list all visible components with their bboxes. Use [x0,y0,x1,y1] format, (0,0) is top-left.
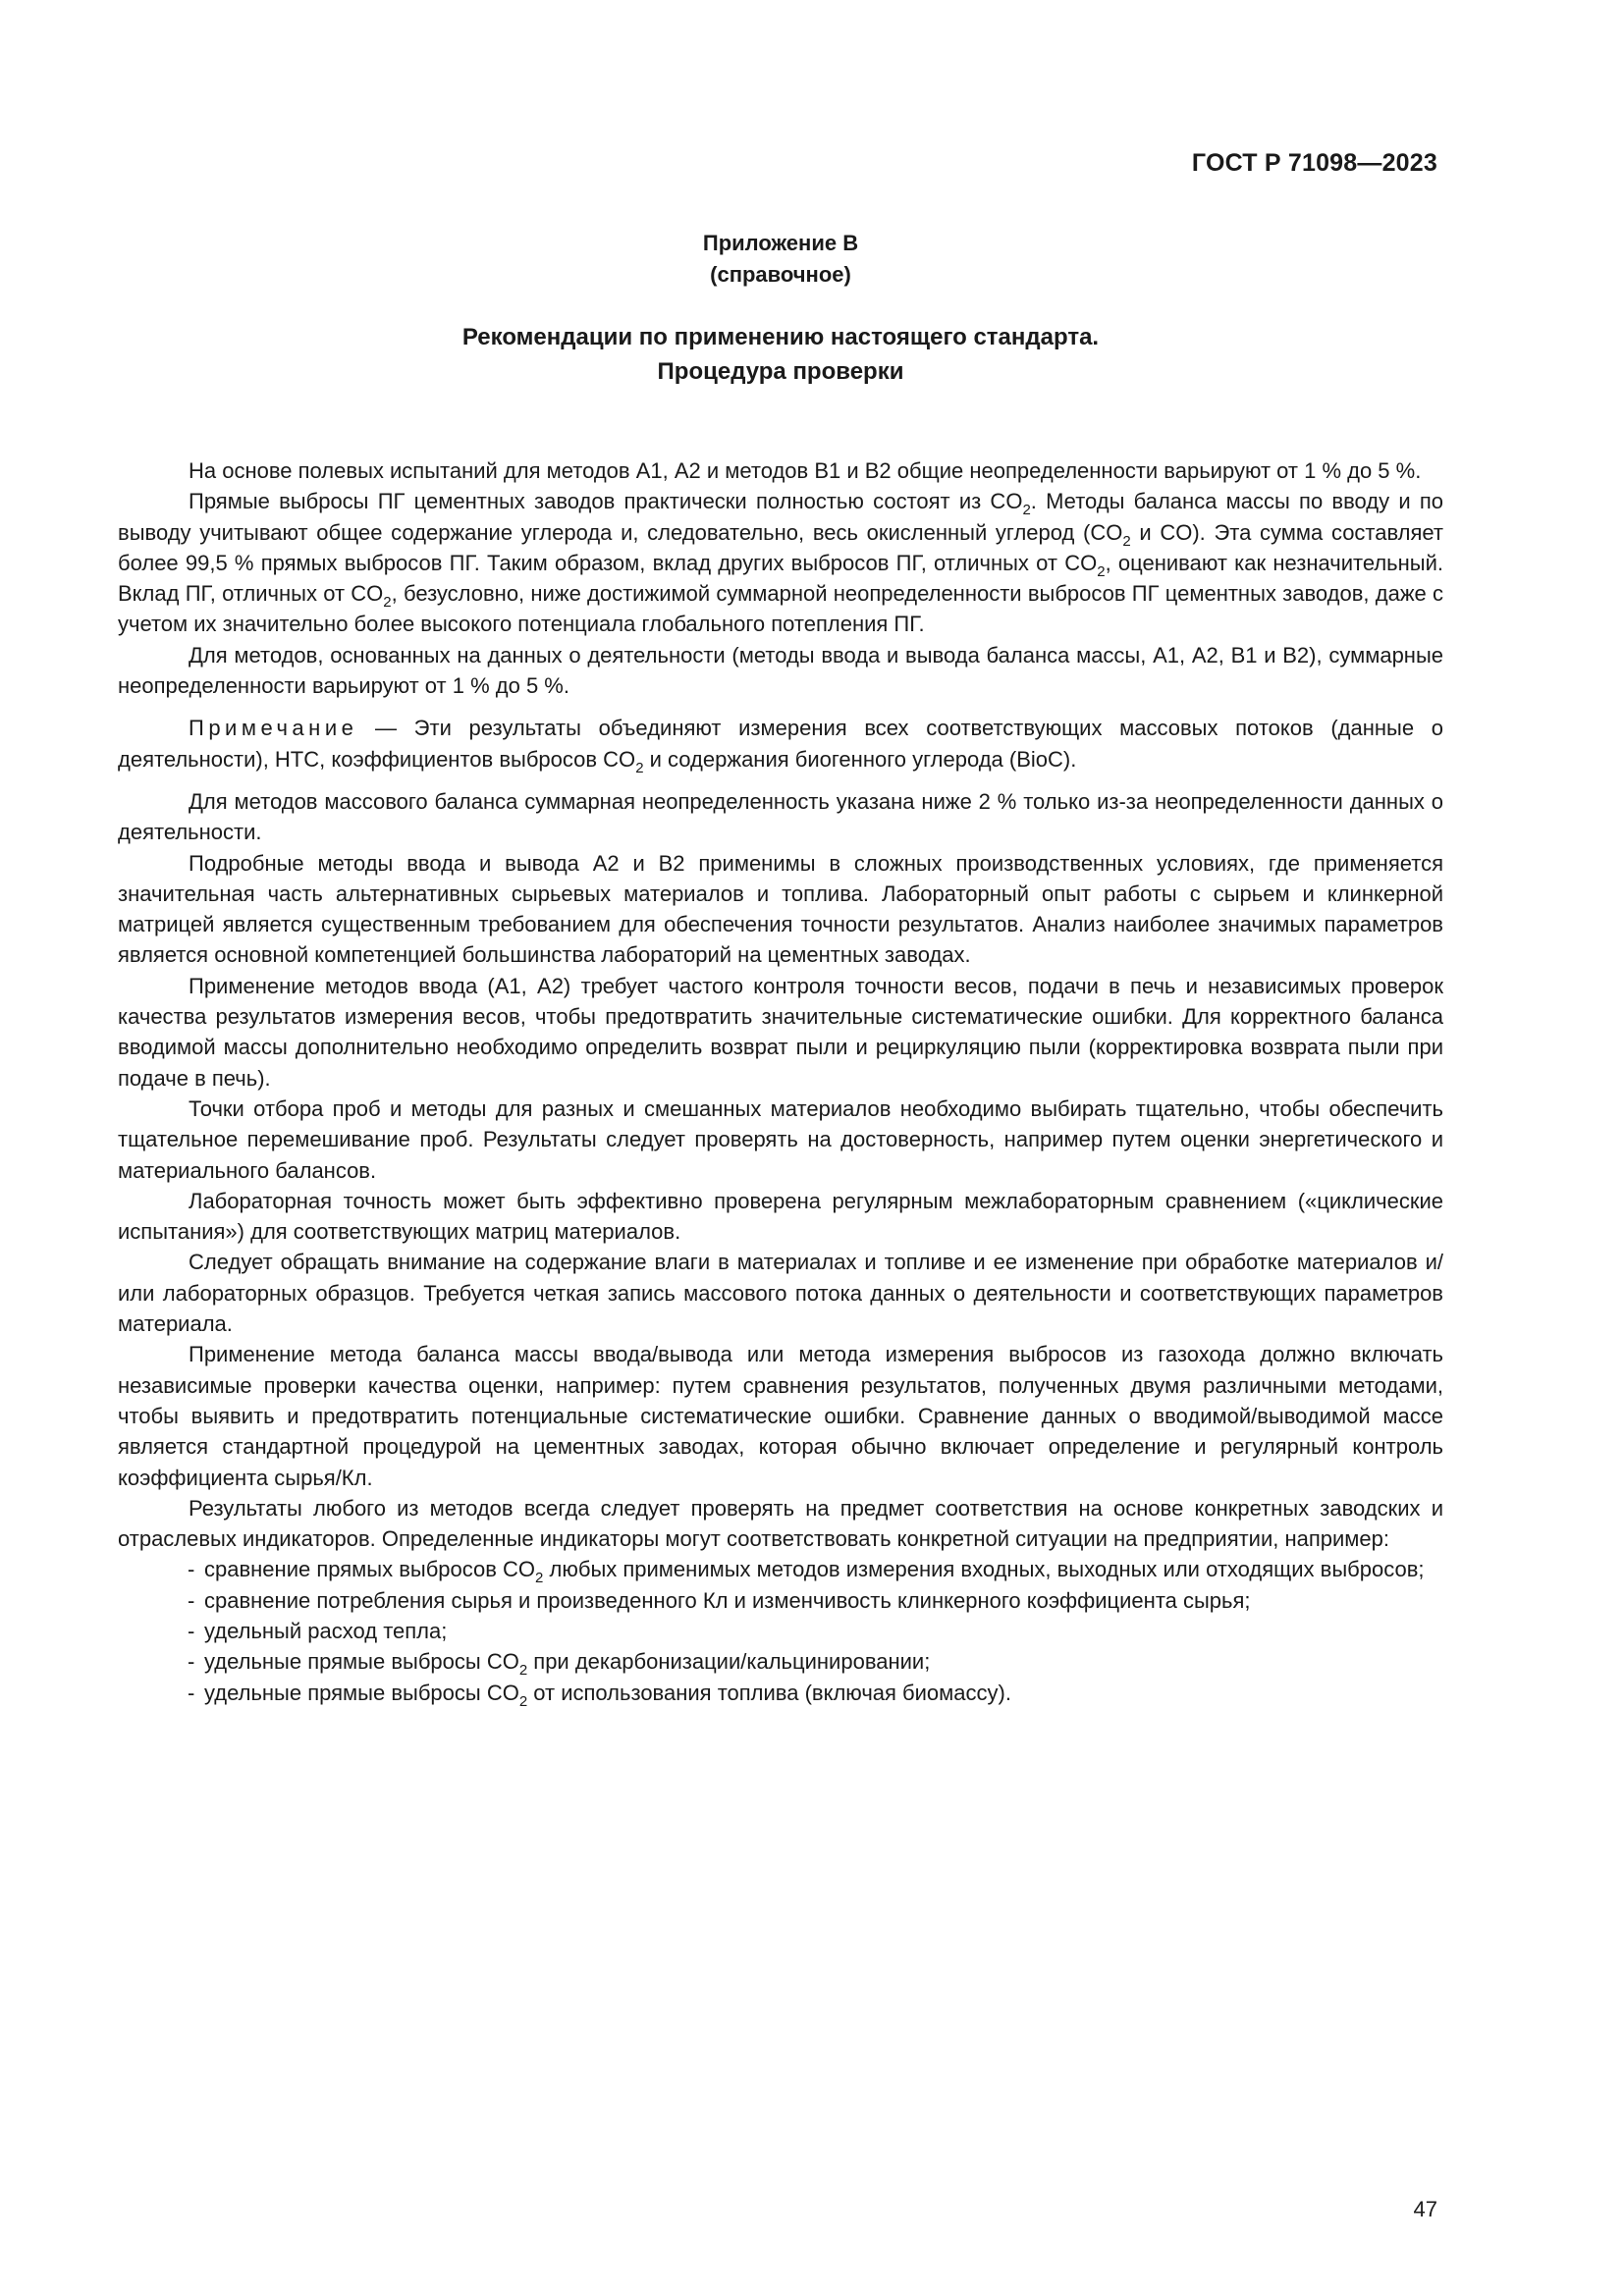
page-number: 47 [1413,2197,1437,2221]
list-item: - удельные прямые выбросы $CO_2$ при декарбонизации/кальцинировании; [188,1649,931,1680]
document-id: ГОСТ Р 71098—2023 [1191,149,1437,177]
list-item: - сравнение прямых выбросов $CO_2$ любых применимых методов измерения входных, выходных или отходящих выбросов; [188,1557,1425,1587]
indicator-list [118,1554,1443,1710]
list-item: - удельные прямые выбросы $CO_2$ от использования топлива (включая биомассу). [188,1680,1011,1710]
paragraph: Подробные методы ввода и вывода А2 и В2 применимы в сложных производственных условиях, где применяется значительная часть альтернативных сырьевых материалов и топлива. Лабораторный опыт работы с сырьем и клинкерной матрицей является существенным требованием для обеспечения точности результатов. Анализ наиболее значимых параметров является основной компетенцией большинства лабораторий на цементных заводах. [118,850,1443,968]
list-item: - удельный расход тепла; [188,1618,448,1643]
paragraph: Следует обращать внимание на содержание влаги в материалах и топливе и ее изменение при обработке материалов и/или лабораторных образцов. Требуется четкая запись массового потока данных о деятельности и соответствующих параметров материала. [118,1250,1443,1337]
paragraph: На основе полевых испытаний для методов А1, А2 и методов В1 и В2 общие неопределенности варьируют от 1 % до 5 %. [189,458,1422,483]
note: Примечание — Эти результаты объединяют измерения всех соответствующих массовых потоков (данные о деятельности), НТС, коэффициентов выбросов $CO_2$ и содержания биогенного углерода (BioC). [118,716,1443,776]
paragraph: Для методов массового баланса суммарная неопределенность указана ниже 2 % только из-за неопределенности данных о деятельности. [118,788,1443,845]
paragraph: Точки отбора проб и методы для разных и смешанных материалов необходимо выбирать тщательно, чтобы обеспечить тщательное перемешивание проб. Результаты следует проверять на достоверность, например путем оценки энергетического и материального балансов. [118,1095,1443,1183]
section-title-line-2: Процедура проверки [657,358,904,385]
body-text [118,455,1443,1708]
appendix-type: (справочное) [710,262,851,287]
section-title [0,320,1561,389]
paragraph: Результаты любого из методов всегда следует проверять на предмет соответствия на основе конкретных заводских и отраслевых индикаторов. Определенные индикаторы могут соответствовать конкретной ситуации на предприятии, например: [118,1495,1443,1552]
appendix-label: Приложение В [702,231,859,255]
note-label: Примечание [189,716,358,741]
paragraph: Для методов, основанных на данных о деятельности (методы ввода и вывода баланса массы, А1, А2, В1 и В2), суммарные неопределенности варьируют от 1 % до 5 %. [118,642,1443,699]
paragraph: Применение методов ввода (А1, А2) требует частого контроля точности весов, подачи в печь и независимых проверок качества результатов измерения весов, чтобы предотвратить значительные систематические ошибки. Для корректного баланса вводимой массы дополнительно необходимо определить возврат пыли и рециркуляцию пыли (корректировка возврата пыли при подаче в печь). [118,973,1443,1091]
list-item: - сравнение потребления сырья и произведенного Кл и изменчивость клинкерного коэффициента сырья; [188,1587,1251,1613]
paragraph: Применение метода баланса массы ввода/вывода или метода измерения выбросов из газохода должно включать независимые проверки качества оценки, например: путем сравнения результатов, полученных двумя различными методами, чтобы выявить и предотвратить потенциальные систематические ошибки. Сравнение данных о вводимой/выводимой массе является стандартной процедурой на цементных заводах, которая обычно включает определение и регулярный контроль коэффициента сырья/Кл. [118,1342,1443,1490]
paragraph: Лабораторная точность может быть эффективно проверена регулярным межлабораторным сравнением («циклические испытания») для соответствующих матриц материалов. [118,1188,1443,1245]
paragraph: Прямые выбросы ПГ цементных заводов практически полностью состоят из $CO_2$. Методы баланса массы по вводу и по выводу учитывают общее содержание углерода и, следовательно, весь окисленный углерод ($CO_2$ и CO). Эта сумма составляет более 99,5 % прямых выбросов ПГ. Таким образом, вклад других выбросов ПГ, отличных от $CO_2$, оценивают как незначительный. Вклад ПГ, отличных от $CO_2$, безусловно, ниже достижимой суммарной неопределенности выбросов ПГ цементных заводов, даже с учетом их значительно более высокого потенциала глобального потепления ПГ. [118,489,1444,637]
appendix-heading [0,228,1561,291]
section-title-line-1: Рекомендации по применению настоящего стандарта. [461,324,1100,350]
